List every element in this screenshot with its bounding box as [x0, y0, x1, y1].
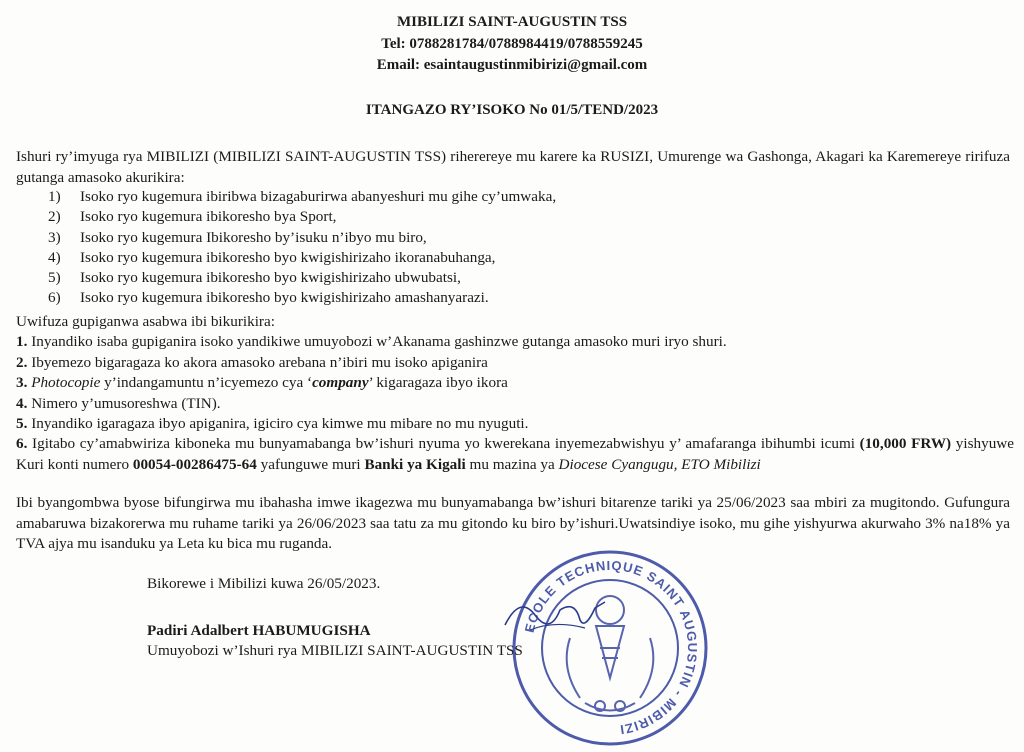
tender-item	[48, 289, 489, 307]
notice-title: ITANGAZO RY’ISOKO No 01/5/TEND/2023	[365, 102, 659, 118]
signer-title: Umuyobozi w’Ishuri rya MIBILIZI SAINT-AUGUSTIN TSS	[147, 642, 523, 659]
tender-item	[48, 229, 427, 247]
requirement-text: ’ kigaragaza ibyo ikora	[368, 374, 508, 392]
requirements-section	[16, 312, 1014, 475]
tender-text: Isoko ryo kugemura ibikoresho byo kwigishirizaho amashanyarazi.	[80, 289, 489, 306]
requirement-item	[16, 414, 1014, 434]
school-phone: Tel: 0788281784/0788984419/0788559245	[381, 36, 643, 52]
requirement-text: mu mazina ya	[465, 455, 559, 473]
requirement-text: Inyandiko isaba gupiganira isoko yandikiwe umuyobozi w’Akanama gashinzwe gutanga amasoko muri iryo shuri.	[27, 333, 727, 351]
requirement-company: company	[312, 374, 369, 392]
requirement-text: y’indangamuntu n’icyemezo cya ‘	[100, 374, 313, 392]
school-email: Email: esaintaugustinmibirizi@gmail.com	[376, 57, 648, 73]
tender-text: Isoko ryo kugemura ibikoresho byo kwigishirizaho ikoranabuhanga,	[80, 249, 496, 266]
tender-number: 1)	[48, 188, 61, 205]
bank-account-number: 00054-00286475-64	[132, 455, 257, 473]
tender-text: Isoko ryo kugemura ibikoresho bya Sport,	[80, 208, 337, 225]
tender-item	[48, 188, 556, 206]
tender-number: 6)	[48, 289, 61, 306]
requirement-text: Nimero y’umusoreshwa (TIN).	[27, 394, 221, 412]
requirement-italic: Photocopie	[31, 374, 101, 392]
requirement-text: Ibyemezo bigaragaza ko akora amasoko arebana n’ibiri mu isoko apiganira	[27, 353, 488, 371]
requirement-item	[16, 332, 1014, 352]
requirement-text: Igitabo cy’amabwiriza kiboneka mu bunyamabanga bw’ishuri nyuma yo kwerekana inyemezabwishyu y’ amafaranga ibihumbi icumi	[27, 435, 860, 453]
requirement-item	[16, 394, 1014, 414]
requirements-intro: Uwifuza gupiganwa asabwa ibi bikurikira:	[16, 313, 275, 330]
stamp-ring-text: ECOLE TECHNIQUE SAINT AUGUSTIN - MIBIRIZI	[521, 557, 701, 738]
tender-number: 3)	[48, 229, 61, 246]
requirement-item	[16, 353, 1014, 373]
requirement-number: 1.	[16, 333, 28, 351]
tender-text: Isoko ryo kugemura ibiribwa bizagaburirwa abanyeshuri mu gihe cy’umwaka,	[80, 188, 557, 205]
tender-item	[48, 269, 461, 287]
tender-text: Isoko ryo kugemura ibikoresho byo kwigishirizaho ubwubatsi,	[80, 269, 461, 286]
bank-name: Banki ya Kigali	[364, 455, 466, 473]
tender-item	[48, 249, 495, 267]
requirement-text: Inyandiko igaragaza ibyo apiganira, igiciro cya kimwe mu mibare no mu nyuguti.	[27, 415, 529, 433]
tender-text: Isoko ryo kugemura Ibikoresho by’isuku n’ibyo mu biro,	[80, 229, 427, 246]
tender-item	[48, 208, 336, 226]
requirement-number: 4.	[16, 394, 28, 412]
tender-number: 4)	[48, 249, 61, 266]
requirement-number: 2.	[16, 353, 28, 371]
date-line: Bikorewe i Mibilizi kuwa 26/05/2023.	[147, 575, 381, 592]
tender-number: 2)	[48, 208, 61, 225]
school-name: MIBILIZI SAINT-AUGUSTIN TSS	[396, 14, 628, 30]
account-holder: Diocese Cyangugu, ETO Mibilizi	[558, 455, 761, 473]
requirement-text: yafunguwe muri	[256, 455, 365, 473]
intro-paragraph: Ishuri ry’imyuga rya MIBILIZI (MIBILIZI SAINT-AUGUSTIN TSS) riherereye mu karere ka RUSIZI, Umurenge wa Gashonga, Akagari ka Karemereye ririfuza gutanga amasoko akurikira:	[16, 148, 1010, 186]
fee-amount: (10,000 FRW)	[859, 435, 952, 453]
closing-paragraph: Ibi byangombwa byose bifungirwa mu ibahasha imwe ikagezwa mu bunyamabanga bw’ishuri bitarenze tariki ya 25/06/2023 saa mbiri za mugitondo. Gufungura amabaruwa bizakorerwa mu ruhame tariki ya 26/06/2023 saa tatu za mu gitondo ku biro by’ishuri.Uwatsindiye isoko, mu gihe yishyurwa akurwaho 3% na18% ya TVA ajya mu isanduku ya Leta ku bica mu ruganda.	[16, 494, 1010, 553]
signature-icon	[500, 590, 610, 640]
school-stamp	[510, 548, 710, 748]
requirement-number: 6.	[16, 435, 28, 453]
requirement-number: 5.	[16, 415, 28, 433]
signer-name: Padiri Adalbert HABUMUGISHA	[147, 622, 371, 639]
requirement-item	[16, 434, 1014, 475]
requirement-number: 3.	[16, 374, 28, 392]
requirement-text: yishyuwe Kuri konti numero	[16, 435, 1014, 473]
tender-number: 5)	[48, 269, 61, 286]
requirement-item	[16, 373, 1014, 393]
